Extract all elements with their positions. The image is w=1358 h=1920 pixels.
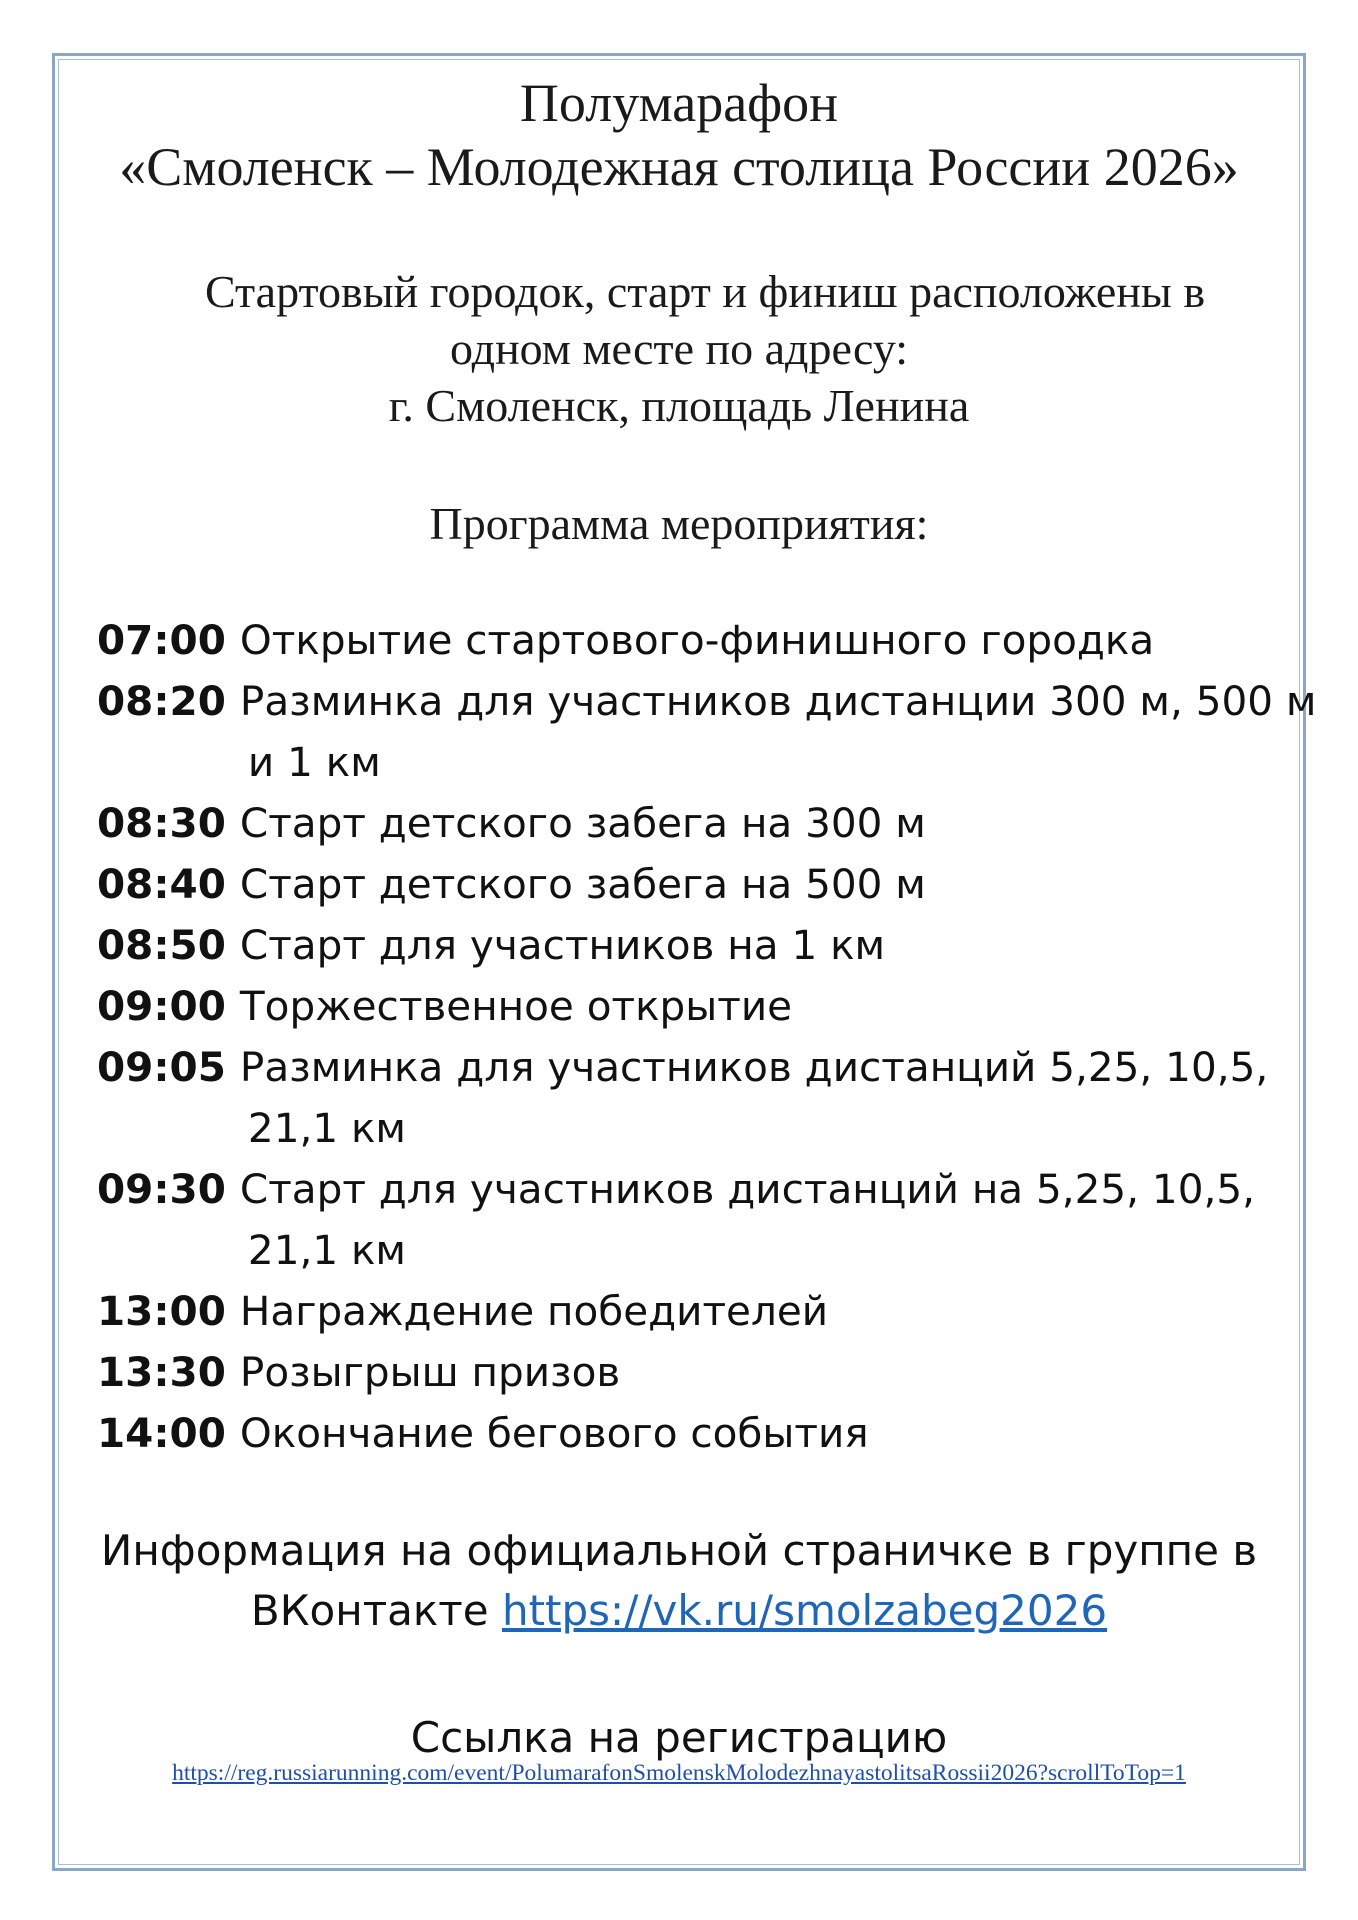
schedule-description: [226, 1342, 620, 1403]
schedule-time: 07:00: [97, 616, 226, 664]
schedule-description-line: Окончание бегового события: [239, 1409, 869, 1457]
schedule-item: [97, 915, 1297, 976]
schedule-time: 13:30: [97, 1348, 226, 1396]
schedule-description: [226, 915, 885, 976]
schedule-description: [226, 671, 1317, 793]
schedule-time: 08:30: [97, 799, 226, 847]
schedule-item: [97, 976, 1297, 1037]
schedule-time: 09:05: [97, 1043, 226, 1091]
schedule-item: [97, 1403, 1297, 1464]
address-line-3: г. Смоленск, площадь Ленина: [388, 380, 970, 431]
program-heading: Программа мероприятия:: [429, 498, 929, 549]
schedule-time: 08:40: [97, 860, 226, 908]
schedule-item: [97, 1281, 1297, 1342]
schedule-item: [97, 610, 1297, 671]
registration-url-line: [60, 1758, 1298, 1788]
schedule-description-line: Открытие стартового-финишного городка: [239, 616, 1155, 664]
schedule-description: [226, 976, 792, 1037]
address-line-2: одном месте по адресу:: [449, 323, 909, 374]
info-line-2: [80, 1581, 1278, 1641]
schedule-list: [97, 610, 1317, 1464]
schedule-description: [226, 793, 926, 854]
vk-group-link[interactable]: https://vk.ru/smolzabeg2026: [501, 1586, 1108, 1635]
info-line-1: Информация на официальной страничке в группе в: [100, 1526, 1258, 1575]
schedule-description: [226, 1403, 869, 1464]
title-line-2: «Смоленск – Молодежная столица России 2026»: [119, 137, 1239, 197]
schedule-description-continuation: 21,1 км: [247, 1226, 406, 1274]
schedule-description-line: Разминка для участников дистанции 300 м, 500 м: [239, 677, 1317, 725]
schedule-description-line: Старт детского забега на 500 м: [239, 860, 926, 908]
schedule-time: 14:00: [97, 1409, 226, 1457]
schedule-description-line: Розыгрыш призов: [239, 1348, 621, 1396]
schedule-time: 09:30: [97, 1165, 226, 1213]
schedule-description-line: Старт для участников на 1 км: [239, 921, 886, 969]
registration-label: Ссылка на регистрацию: [410, 1713, 948, 1762]
schedule-time: 08:20: [97, 677, 226, 725]
address-line-1: Стартовый городок, старт и финиш расположены в: [204, 266, 1206, 317]
schedule-time: 08:50: [97, 921, 226, 969]
schedule-item: [97, 1342, 1297, 1403]
schedule-description-line: Разминка для участников дистанций 5,25, 10,5,: [239, 1043, 1269, 1091]
schedule-item: [97, 1037, 1297, 1159]
schedule-description: [226, 854, 926, 915]
schedule-item: [97, 854, 1297, 915]
schedule-description-line: Торжественное открытие: [239, 982, 793, 1030]
schedule-description-continuation: 21,1 км: [247, 1104, 406, 1152]
schedule-description-line: Старт для участников дистанций на 5,25, 10,5,: [239, 1165, 1255, 1213]
schedule-description-line: Награждение победителей: [239, 1287, 829, 1335]
schedule-description: [226, 1159, 1255, 1281]
schedule-description-continuation: и 1 км: [247, 738, 381, 786]
schedule-time: 09:00: [97, 982, 226, 1030]
title-line-1: Полумарафон: [519, 73, 839, 133]
schedule-description: [226, 1037, 1268, 1159]
schedule-item: [97, 671, 1317, 793]
schedule-description: [226, 1281, 828, 1342]
schedule-description-line: Старт детского забега на 300 м: [239, 799, 926, 847]
schedule-description: [226, 610, 1154, 671]
schedule-item: [97, 793, 1297, 854]
schedule-item: [97, 1159, 1297, 1281]
registration-link[interactable]: https://reg.russiarunning.com/event/PolumarafonSmolenskMolodezhnayastolitsaRossii2026?scrollToTop=1: [172, 1760, 1186, 1786]
info-vk-prefix: ВКонтакте: [250, 1586, 489, 1635]
schedule-time: 13:00: [97, 1287, 226, 1335]
